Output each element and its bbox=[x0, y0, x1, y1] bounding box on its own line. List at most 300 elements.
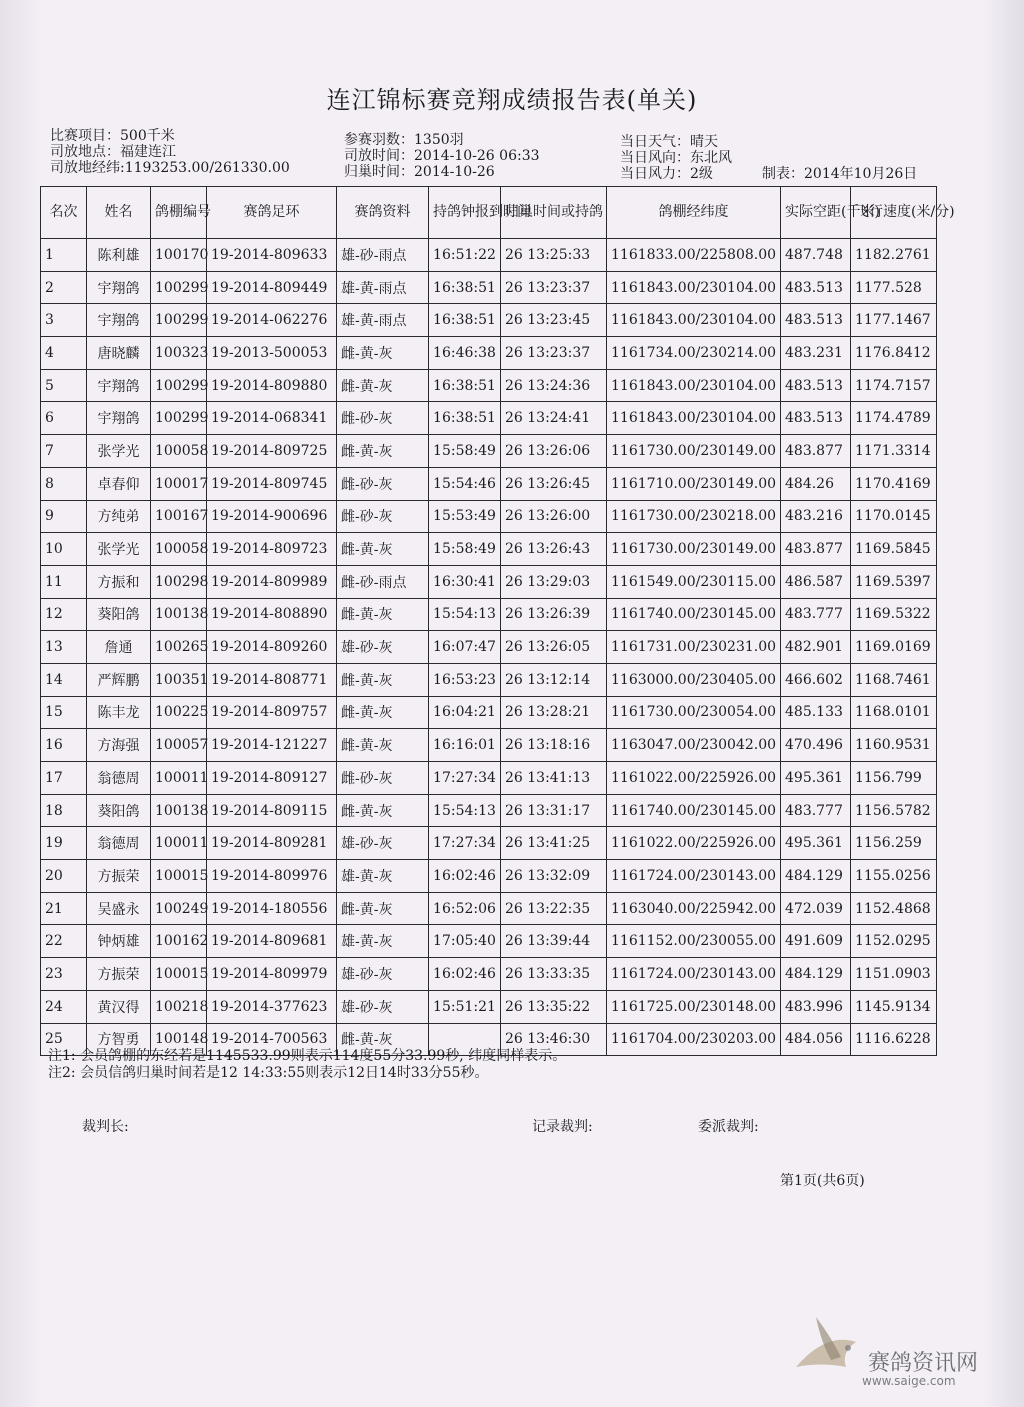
cell-ring: 19-2014-068341 bbox=[207, 402, 337, 435]
cell-name: 方振荣 bbox=[87, 860, 151, 893]
cell-speed: 1171.3314 bbox=[851, 435, 937, 468]
cell-speed: 1169.5845 bbox=[851, 533, 937, 566]
cell-coords: 1161731.00/230231.00 bbox=[607, 631, 781, 664]
cell-speed: 1182.2761 bbox=[851, 239, 937, 272]
table-row bbox=[41, 304, 937, 337]
cell-arrival: 26 13:41:25 bbox=[501, 827, 607, 860]
cell-pigeon-info: 雌-砂-灰 bbox=[337, 762, 429, 795]
table-row bbox=[41, 598, 937, 631]
table-row bbox=[41, 369, 937, 402]
cell-rank: 14 bbox=[41, 663, 87, 696]
meta-weather: 当日天气：晴天 bbox=[620, 134, 718, 150]
table-row bbox=[41, 860, 937, 893]
meta-entries: 参赛羽数：1350羽 bbox=[344, 132, 464, 148]
cell-ring: 19-2014-180556 bbox=[207, 892, 337, 925]
cell-arrival: 26 13:32:09 bbox=[501, 860, 607, 893]
cell-clock-time: 17:27:34 bbox=[429, 762, 501, 795]
meta-made-on: 制表：2014年10月26日 bbox=[762, 166, 918, 182]
cell-loft-id: 100299 bbox=[151, 304, 207, 337]
cell-pigeon-info: 雌-砂-灰 bbox=[337, 467, 429, 500]
cell-coords: 1161843.00/230104.00 bbox=[607, 271, 781, 304]
cell-pigeon-info: 雄-黄-雨点 bbox=[337, 271, 429, 304]
cell-arrival: 26 13:31:17 bbox=[501, 794, 607, 827]
cell-speed: 1145.9134 bbox=[851, 990, 937, 1023]
cell-rank: 13 bbox=[41, 631, 87, 664]
cell-arrival: 26 13:26:06 bbox=[501, 435, 607, 468]
cell-loft-id: 100015 bbox=[151, 860, 207, 893]
cell-loft-id: 100011 bbox=[151, 827, 207, 860]
cell-arrival: 26 13:26:45 bbox=[501, 467, 607, 500]
cell-distance: 484.129 bbox=[781, 860, 851, 893]
cell-distance: 483.877 bbox=[781, 533, 851, 566]
cell-rank: 15 bbox=[41, 696, 87, 729]
cell-pigeon-info: 雌-砂-雨点 bbox=[337, 565, 429, 598]
cell-pigeon-info: 雌-黄-灰 bbox=[337, 337, 429, 370]
cell-name: 宇翔鸽 bbox=[87, 304, 151, 337]
watermark-name: 赛鸽资讯网 bbox=[868, 1351, 979, 1376]
meta-return-time: 归巢时间：2014-10-26 bbox=[344, 164, 495, 180]
cell-loft-id: 100218 bbox=[151, 990, 207, 1023]
cell-loft-id: 100265 bbox=[151, 631, 207, 664]
cell-loft-id: 100138 bbox=[151, 794, 207, 827]
cell-rank: 23 bbox=[41, 958, 87, 991]
cell-name: 钟炳雄 bbox=[87, 925, 151, 958]
cell-pigeon-info: 雌-黄-灰 bbox=[337, 598, 429, 631]
cell-pigeon-info: 雌-砂-灰 bbox=[337, 500, 429, 533]
cell-loft-id: 100162 bbox=[151, 925, 207, 958]
cell-clock-time: 15:51:21 bbox=[429, 990, 501, 1023]
cell-rank: 22 bbox=[41, 925, 87, 958]
cell-pigeon-info: 雌-黄-灰 bbox=[337, 435, 429, 468]
cell-arrival: 26 13:22:35 bbox=[501, 892, 607, 925]
cell-name: 宇翔鸽 bbox=[87, 369, 151, 402]
cell-name: 张学光 bbox=[87, 533, 151, 566]
col-header-distance: 实际空距(千米) bbox=[781, 187, 851, 239]
cell-clock-time: 16:46:38 bbox=[429, 337, 501, 370]
meta-wind-force: 当日风力：2级 bbox=[620, 166, 713, 182]
cell-ring: 19-2014-809745 bbox=[207, 467, 337, 500]
table-row bbox=[41, 271, 937, 304]
cell-clock-time: 15:58:49 bbox=[429, 435, 501, 468]
cell-ring: 19-2014-900696 bbox=[207, 500, 337, 533]
cell-clock-time: 16:52:06 bbox=[429, 892, 501, 925]
cell-distance: 466.602 bbox=[781, 663, 851, 696]
cell-clock-time: 15:54:13 bbox=[429, 598, 501, 631]
cell-speed: 1155.0256 bbox=[851, 860, 937, 893]
cell-arrival: 26 13:33:35 bbox=[501, 958, 607, 991]
cell-distance: 484.056 bbox=[781, 1023, 851, 1056]
cell-speed: 1174.4789 bbox=[851, 402, 937, 435]
cell-pigeon-info: 雌-黄-灰 bbox=[337, 729, 429, 762]
col-header-coords: 鸽棚经纬度 bbox=[607, 187, 781, 239]
cell-rank: 21 bbox=[41, 892, 87, 925]
table-row bbox=[41, 500, 937, 533]
cell-arrival: 26 13:24:36 bbox=[501, 369, 607, 402]
delegated-referee-label: 委派裁判: bbox=[698, 1119, 759, 1135]
meta-release-coords: 司放地经纬:1193253.00/261330.00 bbox=[50, 160, 290, 176]
cell-coords: 1163047.00/230042.00 bbox=[607, 729, 781, 762]
cell-name: 翁德周 bbox=[87, 827, 151, 860]
cell-speed: 1169.5322 bbox=[851, 598, 937, 631]
cell-coords: 1161740.00/230145.00 bbox=[607, 794, 781, 827]
cell-coords: 1161725.00/230148.00 bbox=[607, 990, 781, 1023]
cell-name: 詹通 bbox=[87, 631, 151, 664]
cell-loft-id: 100167 bbox=[151, 500, 207, 533]
cell-arrival: 26 13:39:44 bbox=[501, 925, 607, 958]
cell-distance: 482.901 bbox=[781, 631, 851, 664]
cell-ring: 19-2014-809260 bbox=[207, 631, 337, 664]
cell-clock-time: 16:02:46 bbox=[429, 958, 501, 991]
cell-clock-time: 17:05:40 bbox=[429, 925, 501, 958]
cell-clock-time: 15:54:13 bbox=[429, 794, 501, 827]
table-row bbox=[41, 729, 937, 762]
cell-speed: 1169.5397 bbox=[851, 565, 937, 598]
cell-ring: 19-2014-809976 bbox=[207, 860, 337, 893]
col-header-arrival: 归巢时间或持鸽 bbox=[501, 187, 607, 239]
col-header-name: 姓名 bbox=[87, 187, 151, 239]
cell-rank: 17 bbox=[41, 762, 87, 795]
cell-rank: 20 bbox=[41, 860, 87, 893]
cell-rank: 19 bbox=[41, 827, 87, 860]
table-row bbox=[41, 990, 937, 1023]
cell-loft-id: 100011 bbox=[151, 762, 207, 795]
cell-coords: 1161730.00/230149.00 bbox=[607, 435, 781, 468]
cell-distance: 484.129 bbox=[781, 958, 851, 991]
cell-ring: 19-2014-809127 bbox=[207, 762, 337, 795]
col-header-rank: 名次 bbox=[41, 187, 87, 239]
cell-rank: 24 bbox=[41, 990, 87, 1023]
cell-distance: 491.609 bbox=[781, 925, 851, 958]
cell-coords: 1161152.00/230055.00 bbox=[607, 925, 781, 958]
notes bbox=[48, 1048, 566, 1082]
cell-clock-time: 16:16:01 bbox=[429, 729, 501, 762]
cell-distance: 495.361 bbox=[781, 762, 851, 795]
cell-loft-id: 100058 bbox=[151, 533, 207, 566]
cell-name: 宇翔鸽 bbox=[87, 402, 151, 435]
cell-loft-id: 100148 bbox=[151, 1023, 207, 1056]
cell-rank: 7 bbox=[41, 435, 87, 468]
cell-arrival: 26 13:26:05 bbox=[501, 631, 607, 664]
cell-coords: 1161022.00/225926.00 bbox=[607, 827, 781, 860]
report-title: 连江锦标赛竞翔成绩报告表(单关) bbox=[326, 86, 698, 114]
cell-arrival: 26 13:23:37 bbox=[501, 271, 607, 304]
cell-rank: 8 bbox=[41, 467, 87, 500]
cell-name: 方振和 bbox=[87, 565, 151, 598]
cell-clock-time: 15:54:46 bbox=[429, 467, 501, 500]
cell-rank: 2 bbox=[41, 271, 87, 304]
results-table bbox=[40, 186, 955, 1056]
cell-speed: 1151.0903 bbox=[851, 958, 937, 991]
cell-coords: 1163040.00/225942.00 bbox=[607, 892, 781, 925]
cell-clock-time: 16:02:46 bbox=[429, 860, 501, 893]
table-row bbox=[41, 827, 937, 860]
cell-loft-id: 100299 bbox=[151, 402, 207, 435]
cell-loft-id: 100170 bbox=[151, 239, 207, 272]
meta-middle bbox=[344, 132, 540, 180]
cell-rank: 16 bbox=[41, 729, 87, 762]
cell-clock-time: 16:51:22 bbox=[429, 239, 501, 272]
cell-speed: 1174.7157 bbox=[851, 369, 937, 402]
cell-speed: 1152.4868 bbox=[851, 892, 937, 925]
cell-ring: 19-2013-500053 bbox=[207, 337, 337, 370]
cell-ring: 19-2014-377623 bbox=[207, 990, 337, 1023]
col-header-loft-id: 鸽棚编号 bbox=[151, 187, 207, 239]
col-header-pigeon-info: 赛鸽资料 bbox=[337, 187, 429, 239]
cell-clock-time: 16:38:51 bbox=[429, 271, 501, 304]
cell-clock-time: 16:38:51 bbox=[429, 304, 501, 337]
cell-name: 方纯弟 bbox=[87, 500, 151, 533]
cell-distance: 483.513 bbox=[781, 402, 851, 435]
cell-speed: 1170.4169 bbox=[851, 467, 937, 500]
col-header-speed: 飞行速度(米/分) bbox=[851, 187, 937, 239]
cell-pigeon-info: 雌-砂-灰 bbox=[337, 402, 429, 435]
cell-clock-time: 16:30:41 bbox=[429, 565, 501, 598]
cell-coords: 1163000.00/230405.00 bbox=[607, 663, 781, 696]
cell-coords: 1161724.00/230143.00 bbox=[607, 958, 781, 991]
cell-pigeon-info: 雌-黄-灰 bbox=[337, 696, 429, 729]
cell-clock-time: 17:27:34 bbox=[429, 827, 501, 860]
cell-clock-time: 16:53:23 bbox=[429, 663, 501, 696]
cell-ring: 19-2014-809989 bbox=[207, 565, 337, 598]
cell-rank: 3 bbox=[41, 304, 87, 337]
chief-referee-label: 裁判长: bbox=[82, 1119, 129, 1135]
cell-loft-id: 100249 bbox=[151, 892, 207, 925]
cell-speed: 1177.1467 bbox=[851, 304, 937, 337]
cell-pigeon-info: 雌-黄-灰 bbox=[337, 533, 429, 566]
note-1: 注1: 会员鸽棚的东经若是1145533.99则表示114度55分33.99秒, 纬度同样表示。 bbox=[48, 1048, 567, 1064]
cell-ring: 19-2014-700563 bbox=[207, 1023, 337, 1056]
cell-coords: 1161704.00/230203.00 bbox=[607, 1023, 781, 1056]
cell-name: 唐晓麟 bbox=[87, 337, 151, 370]
cell-loft-id: 100015 bbox=[151, 958, 207, 991]
cell-arrival: 26 13:26:00 bbox=[501, 500, 607, 533]
cell-arrival: 26 13:28:21 bbox=[501, 696, 607, 729]
col-header-clock-time: 持鸽钟报到时间 bbox=[429, 187, 501, 239]
cell-coords: 1161843.00/230104.00 bbox=[607, 304, 781, 337]
cell-coords: 1161730.00/230149.00 bbox=[607, 533, 781, 566]
meta-wind-dir: 当日风向：东北风 bbox=[620, 150, 732, 166]
cell-rank: 4 bbox=[41, 337, 87, 370]
cell-name: 方振荣 bbox=[87, 958, 151, 991]
cell-name: 翁德周 bbox=[87, 762, 151, 795]
cell-rank: 6 bbox=[41, 402, 87, 435]
cell-speed: 1156.799 bbox=[851, 762, 937, 795]
cell-rank: 10 bbox=[41, 533, 87, 566]
cell-loft-id: 100299 bbox=[151, 271, 207, 304]
cell-distance: 483.513 bbox=[781, 271, 851, 304]
cell-arrival: 26 13:23:45 bbox=[501, 304, 607, 337]
cell-distance: 484.26 bbox=[781, 467, 851, 500]
cell-rank: 1 bbox=[41, 239, 87, 272]
cell-arrival: 26 13:25:33 bbox=[501, 239, 607, 272]
cell-pigeon-info: 雌-黄-灰 bbox=[337, 892, 429, 925]
cell-pigeon-info: 雄-黄-雨点 bbox=[337, 304, 429, 337]
cell-distance: 483.216 bbox=[781, 500, 851, 533]
cell-loft-id: 100057 bbox=[151, 729, 207, 762]
table-row bbox=[41, 762, 937, 795]
table-header-row bbox=[41, 187, 937, 239]
cell-speed: 1160.9531 bbox=[851, 729, 937, 762]
table-row bbox=[41, 794, 937, 827]
cell-distance: 483.877 bbox=[781, 435, 851, 468]
cell-clock-time: 16:38:51 bbox=[429, 369, 501, 402]
cell-coords: 1161843.00/230104.00 bbox=[607, 369, 781, 402]
cell-ring: 19-2014-809979 bbox=[207, 958, 337, 991]
table-row bbox=[41, 402, 937, 435]
cell-distance: 487.748 bbox=[781, 239, 851, 272]
cell-name: 黄汉得 bbox=[87, 990, 151, 1023]
cell-distance: 483.513 bbox=[781, 369, 851, 402]
cell-arrival: 26 13:26:39 bbox=[501, 598, 607, 631]
meta-left bbox=[50, 128, 290, 176]
page-number: 第1页(共6页) bbox=[780, 1173, 865, 1189]
table-row bbox=[41, 467, 937, 500]
cell-distance: 483.231 bbox=[781, 337, 851, 370]
cell-ring: 19-2014-809115 bbox=[207, 794, 337, 827]
cell-coords: 1161710.00/230149.00 bbox=[607, 467, 781, 500]
table-row bbox=[41, 337, 937, 370]
cell-coords: 1161022.00/225926.00 bbox=[607, 762, 781, 795]
cell-speed: 1176.8412 bbox=[851, 337, 937, 370]
cell-distance: 470.496 bbox=[781, 729, 851, 762]
cell-ring: 19-2014-809725 bbox=[207, 435, 337, 468]
cell-rank: 12 bbox=[41, 598, 87, 631]
cell-distance: 483.777 bbox=[781, 794, 851, 827]
cell-name: 葵阳鸽 bbox=[87, 598, 151, 631]
cell-speed: 1169.0169 bbox=[851, 631, 937, 664]
cell-name: 张学光 bbox=[87, 435, 151, 468]
cell-loft-id: 100351 bbox=[151, 663, 207, 696]
cell-speed: 1116.6228 bbox=[851, 1023, 937, 1056]
cell-coords: 1161740.00/230145.00 bbox=[607, 598, 781, 631]
table-row bbox=[41, 925, 937, 958]
cell-pigeon-info: 雄-砂-灰 bbox=[337, 631, 429, 664]
cell-name: 葵阳鸽 bbox=[87, 794, 151, 827]
table-row bbox=[41, 565, 937, 598]
cell-arrival: 26 13:29:03 bbox=[501, 565, 607, 598]
cell-name: 吴盛永 bbox=[87, 892, 151, 925]
cell-coords: 1161843.00/230104.00 bbox=[607, 402, 781, 435]
cell-clock-time: 15:53:49 bbox=[429, 500, 501, 533]
cell-ring: 19-2014-809757 bbox=[207, 696, 337, 729]
cell-loft-id: 100225 bbox=[151, 696, 207, 729]
meta-release-place: 司放地点：福建连江 bbox=[50, 144, 176, 160]
cell-name: 卓春仰 bbox=[87, 467, 151, 500]
cell-pigeon-info: 雌-黄-灰 bbox=[337, 663, 429, 696]
cell-speed: 1156.5782 bbox=[851, 794, 937, 827]
cell-rank: 18 bbox=[41, 794, 87, 827]
cell-arrival: 26 13:23:37 bbox=[501, 337, 607, 370]
cell-arrival: 26 13:24:41 bbox=[501, 402, 607, 435]
cell-loft-id: 100017 bbox=[151, 467, 207, 500]
cell-clock-time: 15:58:49 bbox=[429, 533, 501, 566]
col-header-ring: 赛鸽足环 bbox=[207, 187, 337, 239]
cell-pigeon-info: 雌-黄-灰 bbox=[337, 1023, 429, 1056]
table-row bbox=[41, 435, 937, 468]
cell-pigeon-info: 雄-黄-灰 bbox=[337, 925, 429, 958]
cell-pigeon-info: 雄-砂-灰 bbox=[337, 958, 429, 991]
cell-speed: 1168.7461 bbox=[851, 663, 937, 696]
cell-arrival: 26 13:12:14 bbox=[501, 663, 607, 696]
table-row bbox=[41, 696, 937, 729]
cell-loft-id: 100298 bbox=[151, 565, 207, 598]
cell-clock-time: 16:07:47 bbox=[429, 631, 501, 664]
cell-distance: 485.133 bbox=[781, 696, 851, 729]
cell-speed: 1170.0145 bbox=[851, 500, 937, 533]
table-row bbox=[41, 892, 937, 925]
cell-coords: 1161833.00/225808.00 bbox=[607, 239, 781, 272]
cell-distance: 472.039 bbox=[781, 892, 851, 925]
cell-pigeon-info: 雌-黄-灰 bbox=[337, 369, 429, 402]
cell-rank: 11 bbox=[41, 565, 87, 598]
meta-event: 比赛项目：500千米 bbox=[50, 128, 175, 144]
cell-rank: 9 bbox=[41, 500, 87, 533]
cell-coords: 1161730.00/230054.00 bbox=[607, 696, 781, 729]
cell-ring: 19-2014-121227 bbox=[207, 729, 337, 762]
cell-distance: 483.513 bbox=[781, 304, 851, 337]
cell-pigeon-info: 雄-砂-雨点 bbox=[337, 239, 429, 272]
cell-loft-id: 100058 bbox=[151, 435, 207, 468]
cell-ring: 19-2014-808771 bbox=[207, 663, 337, 696]
cell-ring: 19-2014-809281 bbox=[207, 827, 337, 860]
recording-referee-label: 记录裁判: bbox=[532, 1119, 593, 1135]
cell-coords: 1161549.00/230115.00 bbox=[607, 565, 781, 598]
cell-pigeon-info: 雌-黄-灰 bbox=[337, 794, 429, 827]
cell-pigeon-info: 雄-砂-灰 bbox=[337, 990, 429, 1023]
cell-ring: 19-2014-808890 bbox=[207, 598, 337, 631]
cell-coords: 1161724.00/230143.00 bbox=[607, 860, 781, 893]
cell-clock-time: 16:38:51 bbox=[429, 402, 501, 435]
cell-coords: 1161730.00/230218.00 bbox=[607, 500, 781, 533]
cell-distance: 483.777 bbox=[781, 598, 851, 631]
cell-speed: 1177.528 bbox=[851, 271, 937, 304]
table-row bbox=[41, 631, 937, 664]
cell-name: 严辉鹏 bbox=[87, 663, 151, 696]
cell-loft-id: 100323 bbox=[151, 337, 207, 370]
watermark-url: www.saige.com bbox=[862, 1374, 956, 1388]
meta-release-time: 司放时间：2014-10-26 06:33 bbox=[344, 148, 540, 164]
cell-arrival: 26 13:41:13 bbox=[501, 762, 607, 795]
cell-loft-id: 100299 bbox=[151, 369, 207, 402]
cell-pigeon-info: 雄-砂-灰 bbox=[337, 827, 429, 860]
cell-arrival: 26 13:26:43 bbox=[501, 533, 607, 566]
cell-ring: 19-2014-809880 bbox=[207, 369, 337, 402]
cell-name: 陈丰龙 bbox=[87, 696, 151, 729]
cell-name: 方海强 bbox=[87, 729, 151, 762]
cell-arrival: 26 13:46:30 bbox=[501, 1023, 607, 1056]
cell-loft-id: 100138 bbox=[151, 598, 207, 631]
cell-rank: 5 bbox=[41, 369, 87, 402]
cell-distance: 486.587 bbox=[781, 565, 851, 598]
table-row bbox=[41, 663, 937, 696]
cell-ring: 19-2014-809449 bbox=[207, 271, 337, 304]
cell-clock-time: 16:04:21 bbox=[429, 696, 501, 729]
cell-pigeon-info: 雄-黄-灰 bbox=[337, 860, 429, 893]
cell-speed: 1156.259 bbox=[851, 827, 937, 860]
table-row bbox=[41, 239, 937, 272]
cell-ring: 19-2014-809633 bbox=[207, 239, 337, 272]
cell-name: 方智勇 bbox=[87, 1023, 151, 1056]
note-2: 注2: 会员信鸽归巢时间若是12 14:33:55则表示12日14时33分55秒。 bbox=[48, 1065, 489, 1081]
cell-name: 宇翔鸽 bbox=[87, 271, 151, 304]
table-row bbox=[41, 533, 937, 566]
cell-distance: 495.361 bbox=[781, 827, 851, 860]
cell-ring: 19-2014-809723 bbox=[207, 533, 337, 566]
cell-arrival: 26 13:18:16 bbox=[501, 729, 607, 762]
meta-right bbox=[620, 134, 732, 182]
table-row bbox=[41, 958, 937, 991]
cell-arrival: 26 13:35:22 bbox=[501, 990, 607, 1023]
